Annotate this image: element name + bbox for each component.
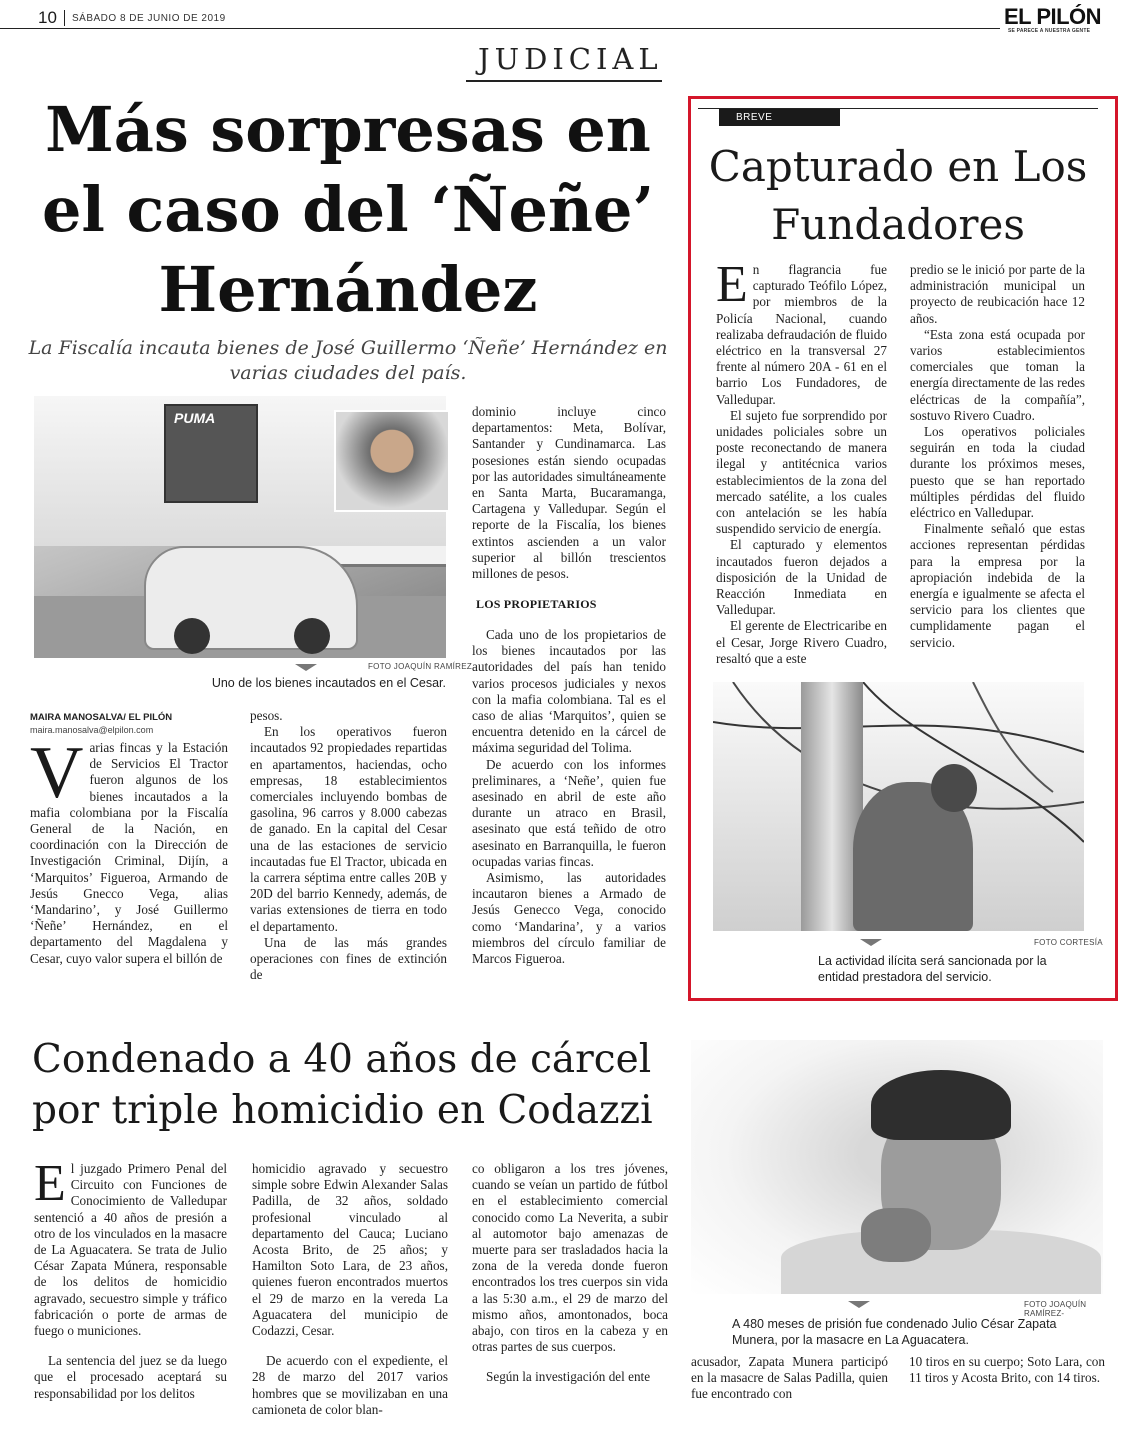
main-subtitle: La Fiscalía incauta bienes de José Guillermo ‘Ñeñe’ Hernández en varias ciudades del país. — [28, 337, 668, 384]
header-separator — [64, 10, 65, 26]
photo-caption: La actividad ilícita será sancionada por la entidad prestadora del servicio. — [818, 954, 1047, 984]
paragraph: homicidio agravado y secuestro simple sobre Edwin Alexander Salas Padilla, de 32 años, soldado profesional vinculado al departamento del Cauca; Luciano Acosta Brito, de 25 años; y Hamilton Soto Lara, de 23 años, quienes fueron encontrados muertos el 29 de marzo en la vereda La Aguacatera del municipio de Codazzi, Cesar. — [252, 1161, 448, 1339]
main-headline: Más sorpresas en el caso del ‘Ñeñe’ Hernández — [41, 93, 655, 326]
paragraph: Según la investigación del ente — [486, 1369, 651, 1385]
section-rule — [466, 80, 662, 82]
caption-arrow-icon — [860, 939, 882, 946]
paragraph: co obligaron a los tres jóvenes, cuando se veían un partido de fútbol en el establecimiento comercial conocido como La Neverita, a subir al automotor bajo amenazas de muerte para ser trasladados hacia la zona de la vereda donde fueron encontrados los tres cuerpos sin vida a las 5:30 a.m., el 29 de marzo del mismo años, amontonados, boca abajo, con tiros en la cabeza y en otras partes de sus cuerpos. — [472, 1161, 668, 1355]
article-column — [691, 1354, 888, 1403]
drop-cap: E — [34, 1155, 66, 1212]
paragraph: acusador, Zapata Munera participó en la masacre de Salas Padilla, quien fue encontrado con — [691, 1354, 888, 1402]
byline: MAIRA MANOSALVA/ EL PILÓN — [30, 712, 173, 723]
paragraph: En los operativos fueron incautados 92 propiedades repartidas en apartamentos, haciendas, ocho empresas, 18 establecimientos comerciales incluyendo bombas de gasolina, 96 carros y 8.000 cabezas de ganado. En la capital del Cesar una de las estaciones de servicio incautadas fue El Tractor, ubicada en la carrera séptima entre calles 20B y 20D del barrio Kennedy, además, de varias extensiones de tierra en todo el departamento. — [250, 724, 447, 934]
photo-credit: FOTO JOAQUÍN RAMÍREZ- — [1024, 1300, 1087, 1318]
paragraph: El sujeto fue sorprendido por unidades policiales sobre un poste reconectando de manera ilegal y antitécnica varios establecimientos de la zona del mercado satélite, a los cuales con antelación se les había suspendido servicio de energía. — [716, 407, 887, 537]
drop-cap: V — [30, 732, 84, 814]
paragraph: La sentencia del juez se da luego que el procesado aceptará su responsabilidad por los delitos — [34, 1353, 227, 1401]
paragraph: predio se le inició por parte de la administración municipal un proyecto de reubicación hace 12 años. — [910, 262, 1085, 326]
header-rule — [0, 28, 1000, 29]
caption-arrow-icon — [848, 1301, 870, 1308]
subheading: LOS PROPIETARIOS — [476, 597, 597, 611]
paragraph: El capturado y elementos incautados fueron dejados a disposición de la Unidad de Reacción Inmediata en Valledupar. — [716, 537, 887, 618]
portrait-inset-photo — [334, 410, 450, 512]
paragraph: Los operativos policiales seguirán en toda la ciudad durante los próximos meses, puesto que se han reportado múltiples pérdidas del fluido eléctrico en Valledupar. — [910, 424, 1085, 521]
paragraph: De acuerdo con el expediente, el 28 de marzo del 2017 varios hombres que se movilizaban en una camioneta de color blan- — [252, 1353, 448, 1417]
caption-arrow-icon — [295, 664, 317, 671]
paragraph: Cada uno de los propietarios de los bienes incautados por las autoridades del país han tenido varios procesos judiciales y nexos con la mafia colombiana. Tal es el caso de alias ‘Marquitos’, quien se encuentra detenido en la cárcel de máxima seguridad del Tolima. — [472, 627, 666, 756]
paragraph: Asimismo, las autoridades incautaron bienes a Armado de Jesús Genecco Vega, conocido como ‘Mandarina’, y a varios miembros del círculo familiar de Marcos Figueroa. — [472, 870, 666, 967]
drop-cap: E — [716, 256, 748, 313]
article-column — [909, 1354, 1105, 1386]
convict-portrait-photo — [691, 1040, 1103, 1294]
brief-tag: BREVE — [719, 109, 840, 126]
paragraph: l juzgado Primero Penal del Circuito con Funciones de Conocimiento de Valledupar sentenció a 40 años de presión a otro de los vinculados en la masacre de La Aguacatera. Se trata de Julio César Zapata Múnera, responsable de los delitos de homicidio agravado, secuestro simple y tráfico fabricación o porte de armas de fuego o municiones. — [34, 1161, 227, 1339]
paragraph: n flagrancia fue capturado Teófilo López, por miembros de la Policía Nacional, cuando realizaba defraudación de fluido eléctrico en la transversal 27 frente al número 20A - 61 en el barrio Los Fundadores, de Valledupar. — [716, 262, 887, 407]
issue-date: SÁBADO 8 DE JUNIO DE 2019 — [72, 13, 226, 24]
station-sign-text: PUMA — [174, 410, 216, 426]
article-column — [34, 1155, 227, 1402]
newspaper-logo: EL PILÓN — [1004, 4, 1102, 29]
byline-email[interactable]: maira.manosalva@elpilon.com — [30, 725, 154, 735]
photo-caption: Uno de los bienes incautados en el Cesar. — [211, 676, 446, 690]
paragraph: Una de las más grandes operaciones con fines de extinción de — [250, 934, 447, 983]
paragraph: Finalmente señaló que estas acciones representan pérdidas para la empresa por la apropiación indebida de la energía e igualmente se afecta el servicio para los clientes que cumplidamente pagan el servicio. — [910, 521, 1085, 650]
brief-column — [910, 262, 1085, 651]
section-title: JUDICIAL — [478, 42, 663, 76]
brief-headline: Capturado en Los Fundadores — [708, 142, 1088, 249]
paragraph: dominio incluye cinco departamentos: Meta, Bolívar, Santander y Cundinamarca. Las posesiones están siendo ocupadas por las autoridades simultáneamente en Santa Marta, Bucaramanga, Cartagena y Valledupar. Según el reporte de la Fiscalía, los bienes extintos ascienden a un valor superior al billón trescientos millones de pesos. — [472, 404, 666, 582]
article-column — [250, 708, 447, 983]
article-column — [472, 404, 666, 582]
paragraph: 10 tiros en su cuerpo; Soto Lara, con 11 tiros y Acosta Brito, con 14 tiros. — [909, 1354, 1105, 1386]
article-column — [30, 732, 228, 967]
power-pole-photo — [713, 682, 1084, 931]
paragraph: “Esta zona está ocupada por varios establecimientos comerciales que toman la energía directamente de las redes eléctricas de la compañía”, sostuvo Rivero Cuadro. — [910, 326, 1085, 423]
paragraph: De acuerdo con los informes preliminares, a ‘Neñe’, quien fue asesinado en abril de este año durante un atraco en Brasil, asesinato que está teñido de otro asesinato en Barranquilla, le fueron ocupadas varias fincas. — [472, 756, 666, 869]
paragraph: arias fincas y la Estación de Servicios El Tractor fueron algunos de los bienes incautados a la mafia colombiana por la Fiscalía General de la Nación, en coordinación con la Dirección de Investigación Criminal, Dijín, a ‘Marquitos’ Figueroa, Armando de Jesús Gnecco Vega, alias ‘Mandarino’, y José Guillermo ‘Ñeñe’ Hernández, en el departamento del Magdalena y Cesar, cuyo valor supera el billón de — [30, 740, 228, 966]
page-number: 10 — [38, 8, 57, 27]
brief-column — [716, 256, 887, 667]
logo-tagline: SE PARECE A NUESTRA GENTE — [1008, 28, 1091, 34]
photo-credit: FOTO CORTESÍA — [1034, 938, 1103, 947]
paragraph: El gerente de Electricaribe en el Cesar, Jorge Rivero Cuadro, resaltó que a este — [716, 618, 887, 666]
station-sign — [164, 404, 258, 503]
photo-caption: A 480 meses de prisión fue condenado Julio César Zapata Munera, por la masacre en La Aguacatera. — [732, 1317, 1057, 1347]
article-column — [472, 627, 666, 967]
second-headline: Condenado a 40 años de cárcel por triple homicidio en Codazzi — [32, 1037, 653, 1133]
photo-credit: FOTO JOAQUÍN RAMÍREZ — [368, 662, 473, 671]
article-column — [252, 1161, 448, 1418]
article-column — [472, 1161, 668, 1386]
paragraph: pesos. — [250, 708, 283, 723]
